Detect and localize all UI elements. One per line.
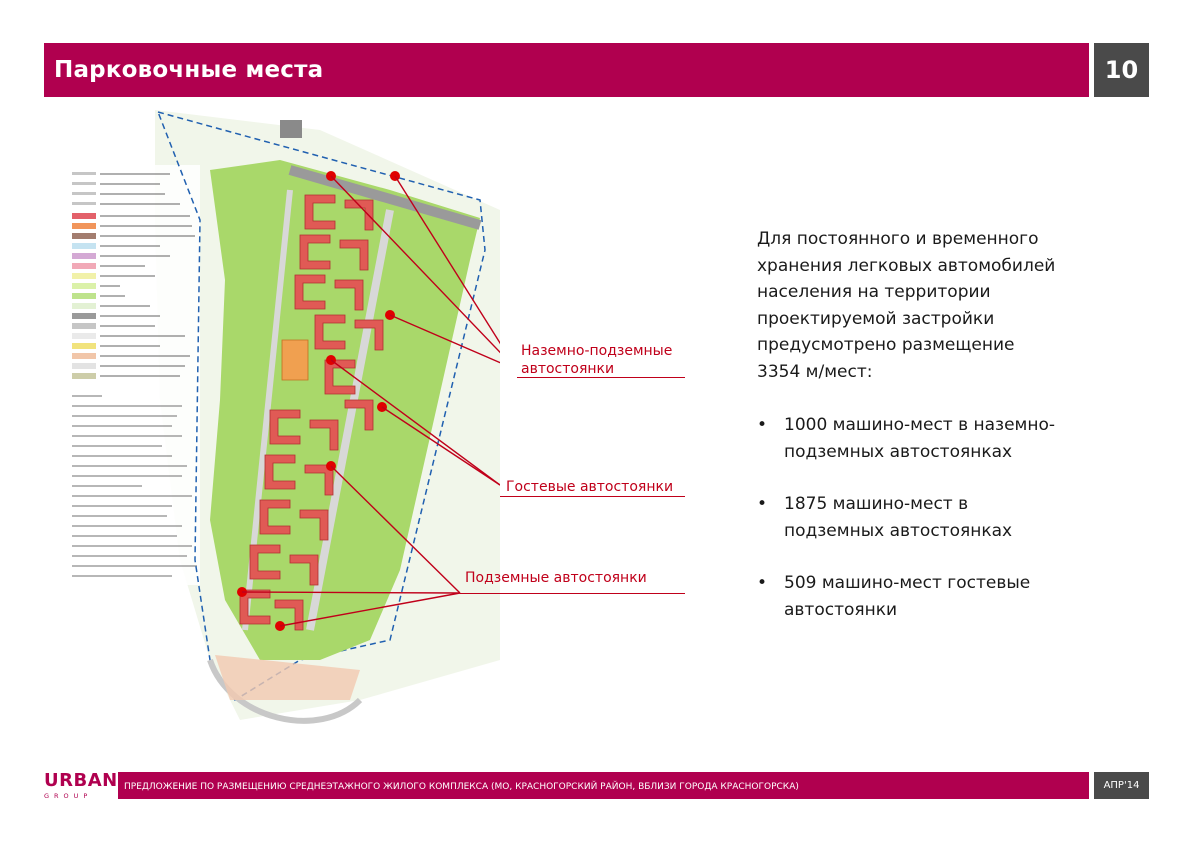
description-line: хранения легковых автомобилей bbox=[757, 255, 1056, 276]
bullet-item bbox=[757, 570, 1097, 623]
description-line: предусмотрено размещение bbox=[757, 335, 1015, 355]
description-line: проектируемой застройки bbox=[757, 308, 995, 329]
bullet-line: 509 машино-мест гостевые bbox=[784, 573, 1031, 593]
header-bar bbox=[44, 43, 1089, 97]
bullet-dot-icon: • bbox=[757, 573, 768, 593]
footer-text: ПРЕДЛОЖЕНИЕ ПО РАЗМЕЩЕНИЮ СРЕДНЕЭТАЖНОГО ЖИЛОГО КОМПЛЕКСА (МО, КРАСНОГОРСКИЙ РАЙОН, ВБЛИЗИ ГОРОДА КРАСНОГОРСКА) bbox=[124, 782, 799, 792]
callout-line-2: автостоянки bbox=[521, 361, 615, 377]
map-legend bbox=[70, 165, 200, 585]
logo-main-text: URBAN bbox=[44, 770, 118, 791]
callout-underline-2 bbox=[500, 496, 685, 497]
footer-bar bbox=[118, 772, 1089, 799]
footer-code: АПР'14 bbox=[1094, 772, 1149, 799]
bullet-line: подземных автостоянках bbox=[784, 441, 1013, 462]
callout-guest: Гостевые автостоянки bbox=[506, 479, 674, 495]
bullet-line: 1875 машино-мест в bbox=[784, 494, 969, 514]
page-title: Парковочные места bbox=[54, 57, 324, 83]
description-line: населения на территории bbox=[757, 282, 991, 302]
callout-underline-1 bbox=[517, 377, 685, 378]
parking-bullets bbox=[757, 412, 1097, 649]
description-line: 3354 м/мест: bbox=[757, 361, 873, 382]
parking-description bbox=[757, 226, 1087, 385]
bullet-line: автостоянки bbox=[784, 599, 898, 620]
bullet-item bbox=[757, 412, 1097, 465]
callout-underground: Подземные автостоянки bbox=[465, 570, 647, 586]
description-line: Для постоянного и временного bbox=[757, 229, 1039, 249]
bullet-dot-icon: • bbox=[757, 494, 768, 514]
bullet-line: подземных автостоянках bbox=[784, 520, 1013, 541]
callout-underline-3 bbox=[460, 593, 685, 594]
bullet-item bbox=[757, 491, 1097, 544]
urban-group-logo bbox=[44, 770, 118, 802]
site-plan-map bbox=[60, 100, 500, 760]
logo-sub-text: GROUP bbox=[44, 792, 93, 800]
bullet-line: 1000 машино-мест в наземно- bbox=[784, 415, 1056, 435]
callout-line-1: Наземно-подземные bbox=[521, 343, 673, 359]
bullet-dot-icon: • bbox=[757, 415, 768, 435]
page-number: 10 bbox=[1094, 43, 1149, 97]
callout-above-ground-underground bbox=[521, 342, 686, 378]
